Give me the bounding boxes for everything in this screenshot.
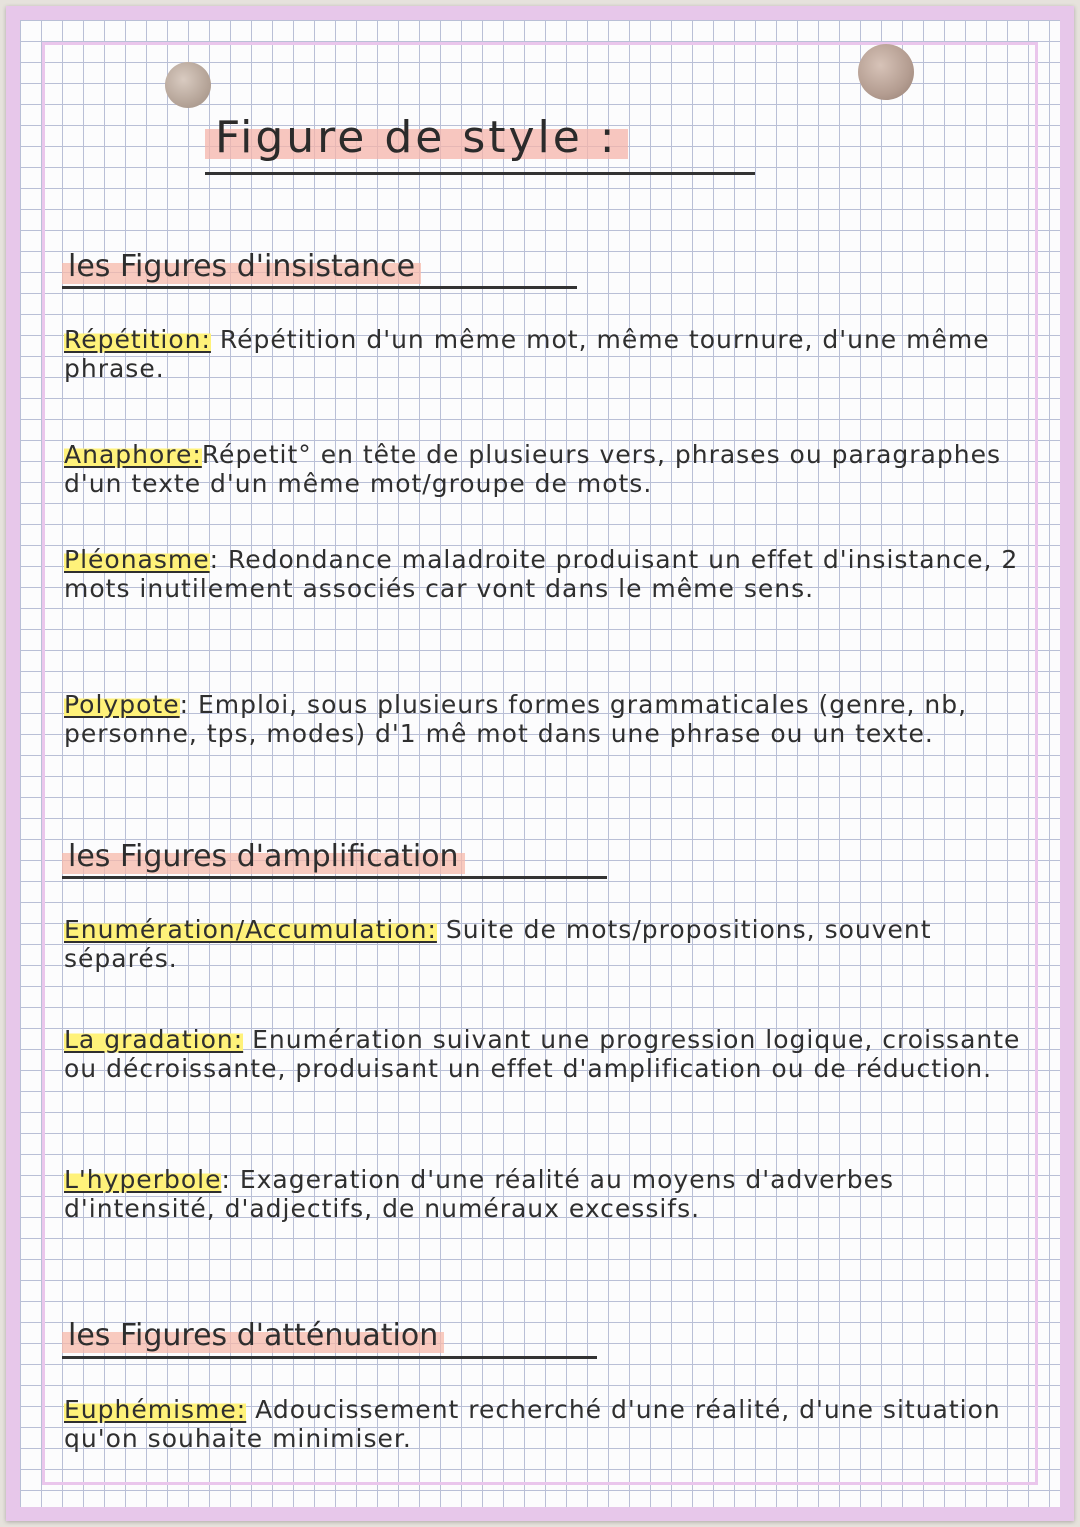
entry-term: Euphémisme: xyxy=(64,1395,247,1424)
entry-term: La gradation: xyxy=(64,1025,244,1054)
entry-definition: Répétition d'un même mot, même tournure, d'une même phrase. xyxy=(64,325,990,383)
entry-definition: : Exageration d'une réalité au moyens d'adverbes d'intensité, d'adjectifs, de numéraux excessifs. xyxy=(64,1165,895,1223)
entry-definition: : Redondance maladroite produisant un effet d'insistance, 2 mots inutilement associés car vont dans le même sens. xyxy=(64,545,1019,603)
entry-term: L'hyperbole xyxy=(64,1165,222,1194)
section-heading-attenuation: les Figures d'atténuation xyxy=(62,1315,444,1357)
entry-term: Enumération/Accumulation: xyxy=(64,915,437,944)
section-heading-insistance: les Figures d'insistance xyxy=(62,246,421,288)
section-underline xyxy=(62,286,577,289)
entry-definition: Adoucissement recherché d'une réalité, d'une situation qu'on souhaite minimiser. xyxy=(64,1395,1001,1453)
pin-icon xyxy=(165,62,211,108)
section-underline xyxy=(62,1356,597,1359)
entry-definition: Enumération suivant une progression logique, croissante ou décroissante, produisant un effet d'amplification ou de réduction. xyxy=(64,1025,1021,1083)
entry-hyperbole xyxy=(64,1165,1024,1223)
page-title: Figure de style : xyxy=(205,108,628,168)
entry-polypote xyxy=(64,690,1024,748)
entry-term: Polypote xyxy=(64,690,180,719)
title-underline xyxy=(205,172,755,175)
entry-term: Anaphore: xyxy=(64,440,202,469)
entry-definition: Suite de mots/propositions, souvent séparés. xyxy=(64,915,932,973)
entry-term: Pléonasme xyxy=(64,545,210,574)
entry-enumeration xyxy=(64,915,1024,973)
pin-icon xyxy=(858,44,914,100)
entry-term: Répétition: xyxy=(64,325,211,354)
entry-definition: Répetit° en tête de plusieurs vers, phrases ou paragraphes d'un texte d'un même mot/groupe de mots. xyxy=(64,440,1001,498)
entry-euphemisme xyxy=(64,1395,1024,1453)
entry-repetition xyxy=(64,325,1024,383)
section-heading-amplification: les Figures d'amplification xyxy=(62,836,465,878)
entry-gradation xyxy=(64,1025,1024,1083)
entry-anaphore xyxy=(64,440,1024,498)
notebook-page xyxy=(6,6,1074,1521)
entry-definition: : Emploi, sous plusieurs formes grammaticales (genre, nb, personne, tps, modes) d'1 mê mot dans une phrase ou un texte. xyxy=(64,690,968,748)
entry-pleonasme xyxy=(64,545,1024,603)
section-underline xyxy=(62,876,607,879)
